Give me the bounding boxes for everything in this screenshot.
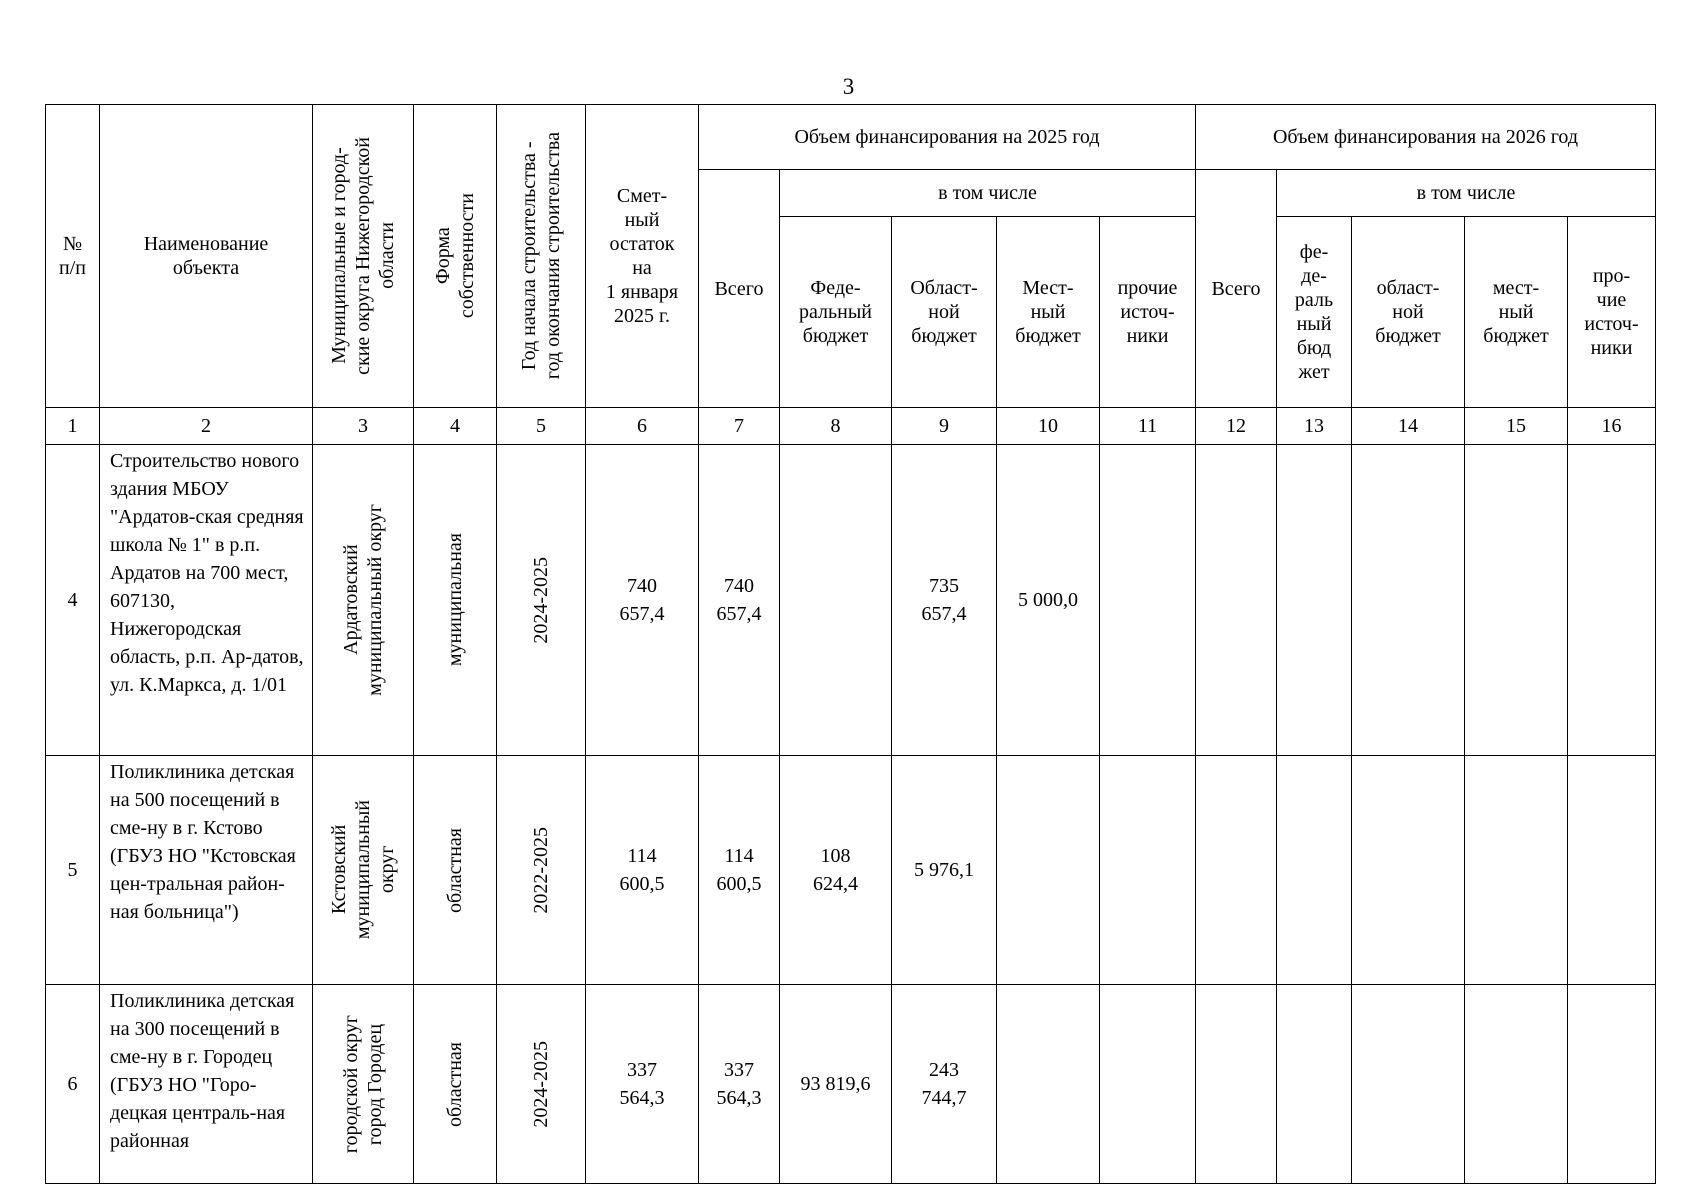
column-number: 11 — [1100, 408, 1196, 445]
row-municipality-text: городской округ город Городец — [340, 1014, 386, 1154]
page-number: 3 — [842, 74, 855, 99]
row-regional-2025 — [892, 445, 997, 756]
column-number: 8 — [780, 408, 892, 445]
header-regional-2026-text: област- ной бюджет — [1375, 277, 1441, 347]
row-municipality — [313, 985, 414, 1184]
row-years — [497, 756, 586, 985]
row-total-2025 — [699, 445, 780, 756]
row-local-2026 — [1465, 756, 1568, 985]
table-body — [46, 408, 1656, 1184]
column-number: 15 — [1465, 408, 1568, 445]
row-name: Поликлиника детская на 300 посещений в сме-ну в г. Городец (ГБУЗ НО "Горо-децкая централь-ная районная — [100, 985, 313, 1184]
header-municipality-text: Муниципальные и город- ские округа Нижегородской области — [328, 137, 398, 375]
row-total-2026 — [1196, 756, 1277, 985]
header-row-group — [46, 105, 1656, 170]
row-other-2026 — [1568, 985, 1656, 1184]
row-regional-2026 — [1352, 445, 1465, 756]
row-municipality — [313, 756, 414, 985]
header-municipality — [313, 105, 414, 408]
header-local-2026-text: мест- ный бюджет — [1483, 277, 1549, 347]
row-federal-2026 — [1277, 445, 1352, 756]
row-municipality-text: Кстовский муниципальный округ — [328, 800, 398, 940]
table-header — [46, 105, 1656, 408]
row-ownership — [414, 445, 497, 756]
row-ownership-text: муниципальная — [444, 533, 466, 667]
column-number: 6 — [586, 408, 699, 445]
column-number: 12 — [1196, 408, 1277, 445]
row-years-text: 2022-2025 — [530, 826, 552, 914]
row-local-2026 — [1465, 985, 1568, 1184]
row-federal-2026 — [1277, 756, 1352, 985]
row-name: Строительство нового здания МБОУ "Ардатов-ская средняя школа № 1" в р.п. Ардатов на 700 мест, 607130, Нижегородская область, р.п. Ар-датов, ул. К.Маркса, д. 1/01 — [100, 445, 313, 756]
row-other-2026 — [1568, 445, 1656, 756]
row-total-2026 — [1196, 985, 1277, 1184]
header-ownership-text: Форма собственности — [432, 193, 478, 319]
header-local-2025-text: Мест- ный бюджет — [1015, 277, 1081, 347]
row-regional-2025-value: 243 744,7 — [921, 1059, 967, 1109]
header-federal-2026-text: фе- де- раль ный бюд жет — [1294, 241, 1334, 383]
row-years — [497, 445, 586, 756]
row-ownership — [414, 756, 497, 985]
table-row — [46, 445, 1656, 756]
header-incl-2026: в том числе — [1277, 170, 1656, 217]
row-other-2026 — [1568, 756, 1656, 985]
row-balance-value: 740 657,4 — [619, 575, 665, 625]
header-total-2026: Всего — [1196, 170, 1277, 408]
header-balance-text: Смет- ный остаток на 1 января 2025 г. — [605, 185, 679, 327]
row-balance-value: 337 564,3 — [619, 1059, 665, 1109]
header-other-2025-text: прочие источ- ники — [1117, 277, 1178, 347]
column-number: 16 — [1568, 408, 1656, 445]
row-federal-2025 — [780, 756, 892, 985]
row-ownership — [414, 985, 497, 1184]
row-name: Поликлиника детская на 500 посещений в сме-ну в г. Кстово (ГБУЗ НО "Кстовская цен-тральная район-ная больница") — [100, 756, 313, 985]
header-regional-2026 — [1352, 217, 1465, 408]
row-other-2025 — [1100, 985, 1196, 1184]
row-total-2026 — [1196, 445, 1277, 756]
column-number: 2 — [100, 408, 313, 445]
row-federal-2026 — [1277, 985, 1352, 1184]
column-number: 5 — [497, 408, 586, 445]
header-years — [497, 105, 586, 408]
row-municipality-text: Ардатовский муниципальный округ — [340, 504, 386, 696]
column-number: 9 — [892, 408, 997, 445]
row-total-2025-value: 114 600,5 — [716, 845, 762, 895]
header-other-2025 — [1100, 217, 1196, 408]
table-row — [46, 756, 1656, 985]
row-regional-2025 — [892, 756, 997, 985]
row-municipality — [313, 445, 414, 756]
column-number: 10 — [997, 408, 1100, 445]
column-number: 7 — [699, 408, 780, 445]
row-ownership-text: областная — [444, 1041, 466, 1127]
header-federal-2026 — [1277, 217, 1352, 408]
row-other-2025 — [1100, 445, 1196, 756]
header-name — [100, 105, 313, 408]
row-years — [497, 985, 586, 1184]
row-federal-2025 — [780, 445, 892, 756]
row-regional-2026 — [1352, 756, 1465, 985]
row-local-2025-value: 5 000,0 — [1018, 589, 1078, 611]
column-number: 1 — [46, 408, 100, 445]
column-number: 3 — [313, 408, 414, 445]
header-incl-2025: в том числе — [780, 170, 1196, 217]
row-total-2025-value: 740 657,4 — [716, 575, 762, 625]
row-total-2025 — [699, 756, 780, 985]
column-number: 14 — [1352, 408, 1465, 445]
header-federal-2025 — [780, 217, 892, 408]
row-local-2025 — [997, 445, 1100, 756]
header-other-2026-text: про- чие источ- ники — [1584, 265, 1639, 359]
header-total-2025: Всего — [699, 170, 780, 408]
header-other-2026 — [1568, 217, 1656, 408]
row-ownership-text: областная — [444, 827, 466, 913]
row-balance — [586, 445, 699, 756]
header-num — [46, 105, 100, 408]
row-years-text: 2024-2025 — [530, 556, 552, 644]
column-number: 13 — [1277, 408, 1352, 445]
row-total-2025-value: 337 564,3 — [716, 1059, 762, 1109]
header-local-2025 — [997, 217, 1100, 408]
row-balance-value: 114 600,5 — [619, 845, 665, 895]
row-num: 5 — [46, 756, 100, 985]
row-local-2025 — [997, 985, 1100, 1184]
row-regional-2025-value: 5 976,1 — [914, 859, 974, 881]
row-years-text: 2024-2025 — [530, 1040, 552, 1128]
row-other-2025 — [1100, 756, 1196, 985]
header-local-2026 — [1465, 217, 1568, 408]
header-regional-2025-text: Област- ной бюджет — [910, 277, 978, 347]
row-regional-2026 — [1352, 985, 1465, 1184]
row-federal-2025 — [780, 985, 892, 1184]
header-balance — [586, 105, 699, 408]
column-number-row — [46, 408, 1656, 445]
table-row — [46, 985, 1656, 1184]
header-regional-2025 — [892, 217, 997, 408]
header-ownership — [414, 105, 497, 408]
header-years-text: Год начала строительства - год окончания строительства — [518, 132, 564, 380]
row-total-2025 — [699, 985, 780, 1184]
header-federal-2025-text: Феде- ральный бюджет — [799, 277, 872, 347]
header-num-text: № п/п — [59, 233, 86, 279]
row-federal-2025-value: 108 624,4 — [813, 845, 858, 895]
row-regional-2025-value: 735 657,4 — [921, 575, 967, 625]
row-num: 4 — [46, 445, 100, 756]
row-federal-2025-value: 93 819,6 — [800, 1073, 871, 1095]
row-regional-2025 — [892, 985, 997, 1184]
header-group-2025: Объем финансирования на 2025 год — [699, 105, 1196, 170]
row-balance — [586, 756, 699, 985]
row-num: 6 — [46, 985, 100, 1184]
header-name-text: Наименование объекта — [143, 233, 269, 279]
row-local-2025 — [997, 756, 1100, 985]
row-balance — [586, 985, 699, 1184]
header-group-2026: Объем финансирования на 2026 год — [1196, 105, 1656, 170]
column-number: 4 — [414, 408, 497, 445]
financing-table — [45, 104, 1656, 1184]
row-local-2026 — [1465, 445, 1568, 756]
